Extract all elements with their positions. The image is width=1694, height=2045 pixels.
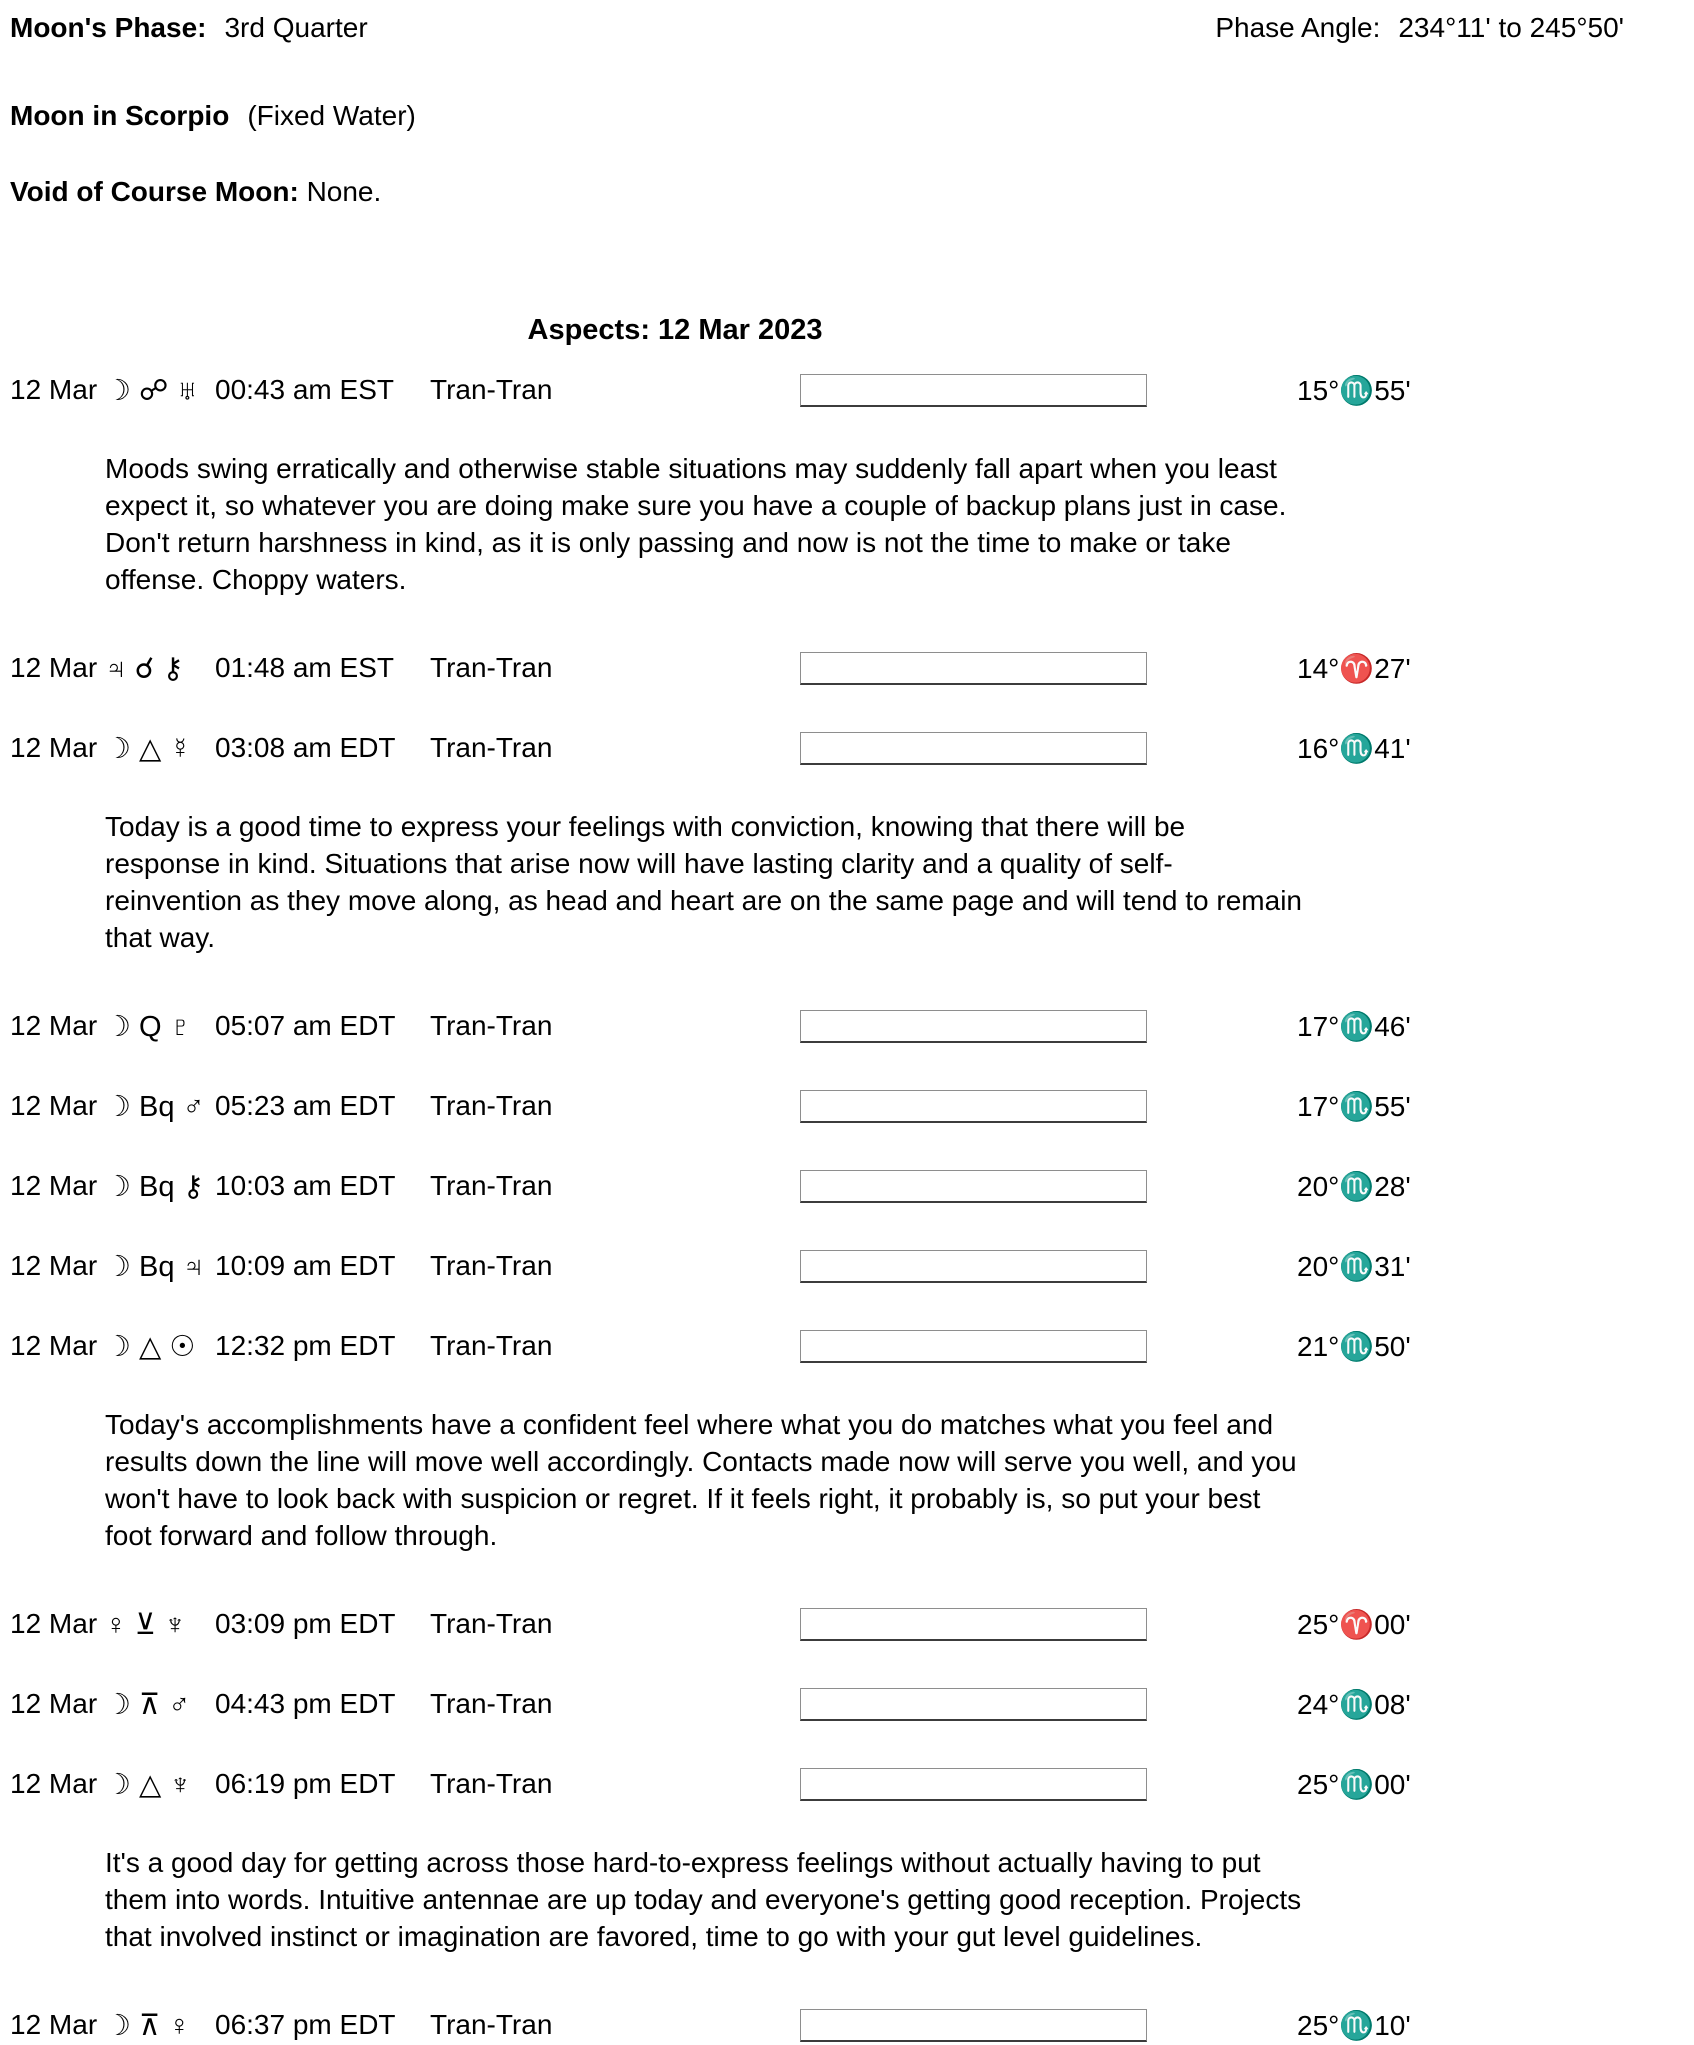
- aspect-type: Tran-Tran: [430, 1608, 553, 1639]
- aspect-type: Tran-Tran: [430, 1330, 553, 1361]
- moon-trine-mercury-glyphs: ☽ △ ☿: [105, 732, 192, 765]
- aspect-time: 03:08 am EDT: [215, 732, 396, 763]
- aspect-orb-bar: [800, 1330, 1147, 1363]
- aspect-time: 01:48 am EST: [215, 652, 394, 683]
- aspect-type: Tran-Tran: [430, 1090, 553, 1121]
- aspect-date: 12 Mar: [10, 1608, 98, 1639]
- aspect-type: Tran-Tran: [430, 1010, 553, 1041]
- aspect-time: 04:43 pm EDT: [215, 1688, 396, 1719]
- aspect-date: 12 Mar: [10, 732, 98, 763]
- moon-biquintile-jupiter-glyphs: ☽ Bq ♃: [105, 1250, 205, 1283]
- aspect-degree: 21°♏50': [1297, 1330, 1411, 1362]
- moons-phase-value: 3rd Quarter: [224, 12, 368, 43]
- aspect-description: Today's accomplishments have a confident feel where what you do matches what you feel and results down the line will move well accordingly. Contacts made now will serve you well, and you won't have to look back with suspicion or regret. If it feels right, it probably is, so put your best foot forward and follow through.: [105, 1409, 1297, 1551]
- venus-semisextile-neptune-glyphs: ♀ ⊻ ♆: [105, 1608, 186, 1641]
- aspect-row: [10, 2005, 1678, 2045]
- phase-angle-value: 234°11' to 245°50': [1398, 12, 1624, 43]
- aspect-type: Tran-Tran: [430, 2009, 553, 2040]
- aspect-degree: 16°♏41': [1297, 732, 1411, 764]
- aspect-row: [10, 370, 1678, 410]
- aspect-time: 10:09 am EDT: [215, 1250, 396, 1281]
- aspects-title: Aspects: 12 Mar 2023: [527, 314, 823, 346]
- aspect-orb-bar: [800, 652, 1147, 685]
- moons-phase-line: [10, 12, 368, 44]
- moon-trine-sun-glyphs: ☽ △ ☉: [105, 1330, 196, 1363]
- aspect-orb-bar: [800, 1688, 1147, 1721]
- aspect-time: 12:32 pm EDT: [215, 1330, 396, 1361]
- moon-quintile-pluto-glyphs: ☽ Q ♇: [105, 1010, 192, 1043]
- aspect-type: Tran-Tran: [430, 374, 553, 405]
- void-of-course-line: [10, 176, 1678, 208]
- aspect-degree: 17°♏46': [1297, 1010, 1411, 1042]
- moon-sign-value: (Fixed Water): [247, 100, 416, 131]
- aspect-row: [10, 1166, 1678, 1206]
- aspect-date: 12 Mar: [10, 1010, 98, 1041]
- aspect-degree: 14°♈27': [1297, 652, 1411, 684]
- aspect-degree: 15°♏55': [1297, 374, 1411, 406]
- aspect-degree: 20°♏31': [1297, 1250, 1411, 1282]
- phase-angle-line: [1215, 12, 1624, 44]
- aspect-orb-bar: [800, 1768, 1147, 1801]
- aspect-row: [10, 1086, 1678, 1126]
- aspect-date: 12 Mar: [10, 1170, 98, 1201]
- aspect-type: Tran-Tran: [430, 1688, 553, 1719]
- aspect-row: [10, 728, 1678, 768]
- aspect-date: 12 Mar: [10, 652, 98, 683]
- aspect-degree: 25°♏10': [1297, 2009, 1411, 2041]
- aspect-date: 12 Mar: [10, 1250, 98, 1281]
- void-of-course-value: None.: [306, 176, 382, 207]
- aspect-date: 12 Mar: [10, 1330, 98, 1361]
- moon-opposition-uranus-glyphs: ☽ ☍ ♅: [105, 374, 199, 407]
- aspect-row: [10, 1604, 1678, 1644]
- aspect-row: [10, 648, 1678, 688]
- aspect-type: Tran-Tran: [430, 1170, 553, 1201]
- moons-phase-label: Moon's Phase:: [10, 12, 207, 43]
- aspect-time: 06:19 pm EDT: [215, 1768, 396, 1799]
- aspect-time: 05:07 am EDT: [215, 1010, 396, 1041]
- aspect-time: 10:03 am EDT: [215, 1170, 396, 1201]
- void-of-course-label: Void of Course Moon:: [10, 176, 299, 207]
- aspect-degree: 25°♈00': [1297, 1608, 1411, 1640]
- aspect-degree: 20°♏28': [1297, 1170, 1411, 1202]
- phase-angle-label: Phase Angle:: [1215, 12, 1381, 43]
- aspect-time: 00:43 am EST: [215, 374, 394, 405]
- aspect-orb-bar: [800, 732, 1147, 765]
- aspect-orb-bar: [800, 1608, 1147, 1641]
- aspect-description: It's a good day for getting across those hard-to-express feelings without actually having to put them into words. Intuitive antennae are up today and everyone's getting good reception. Projects that involved instinct or imagination are favored, time to go with your gut level guidelines.: [105, 1847, 1302, 1952]
- aspect-orb-bar: [800, 374, 1147, 407]
- moon-quincunx-venus-glyphs: ☽ ⊼ ♀: [105, 2009, 191, 2042]
- aspect-row: [10, 1246, 1678, 1286]
- moon-biquintile-mars-glyphs: ☽ Bq ♂: [105, 1090, 205, 1123]
- header-top-row: [10, 12, 1678, 44]
- moon-sign-line: [10, 100, 1678, 132]
- aspect-orb-bar: [800, 2009, 1147, 2042]
- aspect-orb-bar: [800, 1090, 1147, 1123]
- aspect-type: Tran-Tran: [430, 1250, 553, 1281]
- aspect-date: 12 Mar: [10, 1768, 98, 1799]
- aspect-description: Moods swing erratically and otherwise stable situations may suddenly fall apart when you least expect it, so whatever you are doing make sure you have a couple of backup plans just in case. Don't return harshness in kind, as it is only passing and now is not the time to make or take offense. Choppy waters.: [105, 453, 1287, 595]
- aspect-type: Tran-Tran: [430, 652, 553, 683]
- aspect-degree: 17°♏55': [1297, 1090, 1411, 1122]
- aspect-row: [10, 1764, 1678, 1804]
- aspect-row: [10, 1326, 1678, 1366]
- aspect-degree: 25°♏00': [1297, 1768, 1411, 1800]
- moon-trine-neptune-glyphs: ☽ △ ♆: [105, 1768, 192, 1801]
- aspect-date: 12 Mar: [10, 1688, 98, 1719]
- moon-quincunx-mars-glyphs: ☽ ⊼ ♂: [105, 1688, 191, 1721]
- aspect-orb-bar: [800, 1170, 1147, 1203]
- aspect-time: 06:37 pm EDT: [215, 2009, 396, 2040]
- aspect-date: 12 Mar: [10, 374, 98, 405]
- jupiter-conjunction-chiron-glyphs: ♃ ☌ ⚷: [105, 652, 184, 685]
- aspect-row: [10, 1684, 1678, 1724]
- moon-sign-label: Moon in Scorpio: [10, 100, 230, 131]
- aspect-type: Tran-Tran: [430, 1768, 553, 1799]
- aspect-time: 05:23 am EDT: [215, 1090, 396, 1121]
- aspect-date: 12 Mar: [10, 1090, 98, 1121]
- aspect-row: [10, 1006, 1678, 1046]
- aspect-description: Today is a good time to express your feelings with conviction, knowing that there will be response in kind. Situations that arise now will have lasting clarity and a quality of self-reinvention as they move along, as head and heart are on the same page and will tend to remain that way.: [105, 811, 1302, 953]
- aspect-type: Tran-Tran: [430, 732, 553, 763]
- aspect-degree: 24°♏08': [1297, 1688, 1411, 1720]
- aspect-orb-bar: [800, 1250, 1147, 1283]
- aspect-date: 12 Mar: [10, 2009, 98, 2040]
- aspect-orb-bar: [800, 1010, 1147, 1043]
- moon-biquintile-chiron-glyphs: ☽ Bq ⚷: [105, 1170, 204, 1203]
- aspect-time: 03:09 pm EDT: [215, 1608, 396, 1639]
